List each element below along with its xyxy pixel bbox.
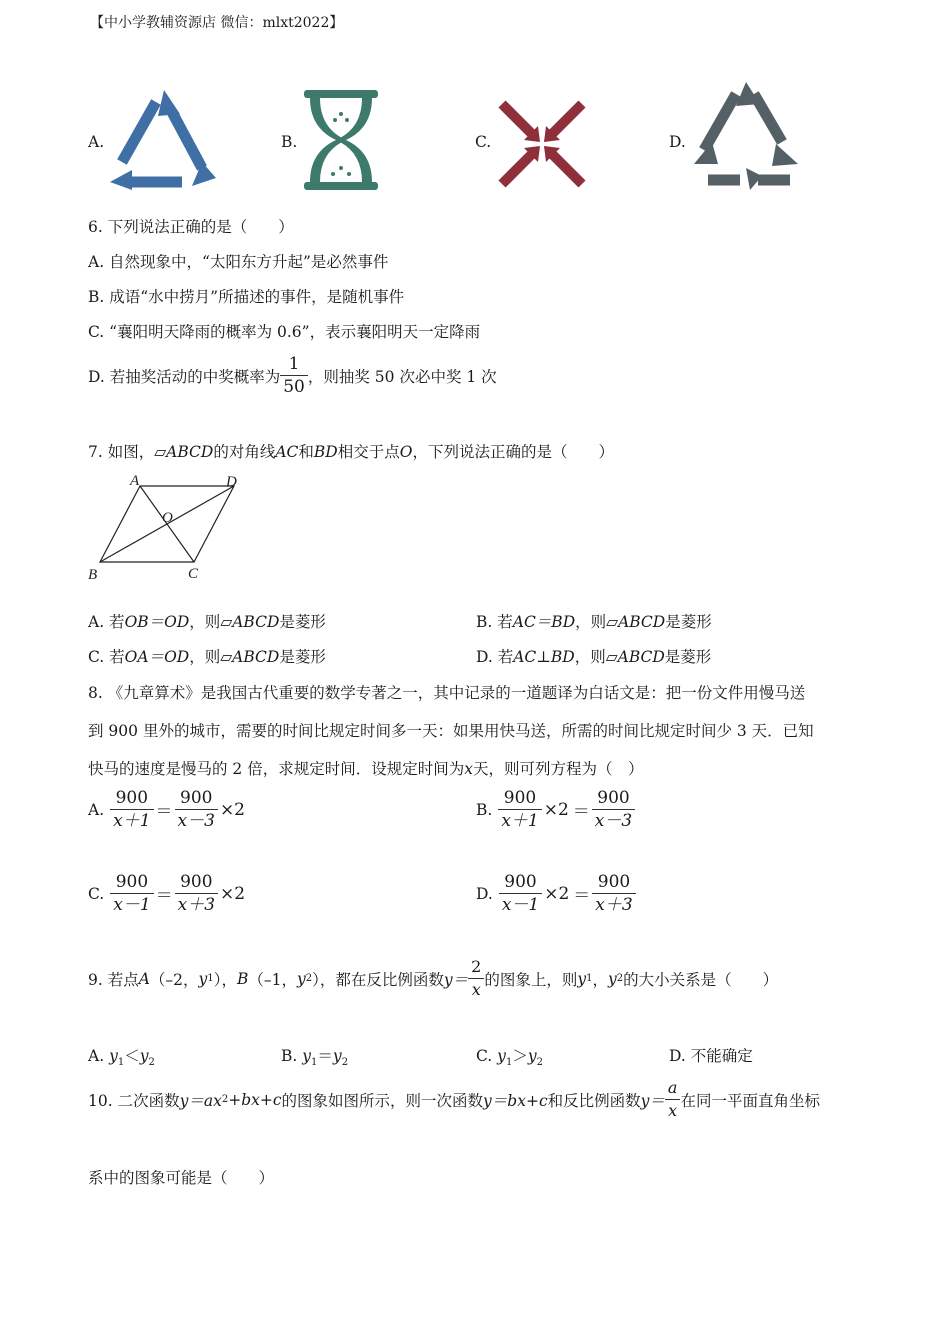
q8-option-b: B. $\frac{900}{x+1}$ ×2 ＝ $\frac{900}{x-3}$ [476,788,635,831]
label-o: O [162,510,173,526]
recycle-triangle-icon [106,86,222,190]
label-d: D [226,474,237,490]
q10-stem-line-1: 10. 二次函数 y＝ax 2 +bx+c 的图象如图所示，则一次函数 y＝bx+c 和反比例函数 y＝ $\frac{a}{x}$ 在同一平面直角坐标 [88,1078,820,1120]
q8-option-a: A. $\frac{900}{x+1}$ ＝ $\frac{900}{x-3}$ ×2 [88,788,245,831]
q5-option-b-label: B. [281,133,298,151]
q5-option-d-label: D. [669,133,686,151]
q7-option-c: C. 若OA＝OD，则▱ABCD是菱形 [88,648,326,666]
q5-option-a-label: A. [88,133,105,151]
q8-line-1: 8. 《九章算术》是我国古代重要的数学专著之一，其中记录的一道题译为白话文是：把一份文件用慢马送 [88,684,806,702]
q7-option-d: D. 若AC⊥BD，则▱ABCD是菱形 [476,648,712,666]
label-c: C [188,566,199,582]
label-a: A [130,473,140,489]
q6-option-d: D. 若抽奖活动的中奖概率为 $\frac{1}{50}$ ，则抽奖 50 次必中奖 1 次 [88,354,497,397]
q9-stem: 9. 若点 A （–2， y 1 ）， B （–1， y 2 ）， 都在反比例函数 y＝ $\frac{2}{x}$ 的图象上，则 y 1 ， y 2 的大小关系是（ ） [88,957,779,999]
q6-option-b: B. 成语“水中捞月”所描述的事件，是随机事件 [88,288,405,306]
label-b: B [88,567,98,583]
q7-stem: 7. 如图，▱ABCD的对角线AC和BD相交于点O，下列说法正确的是（ ） [88,443,614,461]
q6-stem: 6. 下列说法正确的是（ ） [88,218,294,236]
watermark: 【中小学教辅资源店 微信：mlxt2022】 [90,15,344,31]
q8-option-c: C. $\frac{900}{x-1}$ ＝ $\frac{900}{x+3}$ ×2 [88,872,246,915]
q9-option-d: D. 不能确定 [669,1047,753,1065]
fraction-1-over-50: $\frac{1}{50}$ [280,354,308,397]
hourglass-icon [302,88,380,192]
recycle-triangle-icon [690,80,802,192]
cross-arrows-icon [496,98,588,190]
q7-option-b: B. 若AC＝BD，则▱ABCD是菱形 [476,613,712,631]
q6-option-c: C. “襄阳明天降雨的概率为 0.6”，表示襄阳明天一定降雨 [88,323,481,341]
q9-option-b: B. $y_1=y_2$ [281,1047,349,1069]
fraction-a-over-x: $\frac{a}{x}$ [665,1078,681,1121]
fraction-2-over-x: $\frac{2}{x}$ [468,957,484,1000]
q10-stem-line-2: 系中的图象可能是（ ） [88,1169,275,1187]
q5-option-c-label: C. [475,133,492,151]
q9-option-a: A. $y_1<y_2$ [88,1047,155,1069]
q7-option-a: A. 若OB＝OD，则▱ABCD是菱形 [88,613,326,631]
q8-option-d: D. $\frac{900}{x-1}$ ×2 ＝ $\frac{900}{x+3}$ [476,872,636,915]
q6-option-a: A. 自然现象中，“太阳东方升起”是必然事件 [88,253,389,271]
q8-line-3: 快马的速度是慢马的 2 倍，求规定时间．设规定时间为x天，则可列方程为（ ） [88,760,644,778]
q9-option-c: C. $y_1>y_2$ [476,1047,543,1069]
parallelogram-figure [84,470,254,588]
q8-line-2: 到 900 里外的城市，需要的时间比规定时间多一天：如果用快马送，所需的时间比规定时间少 3 天．已知 [88,722,814,740]
